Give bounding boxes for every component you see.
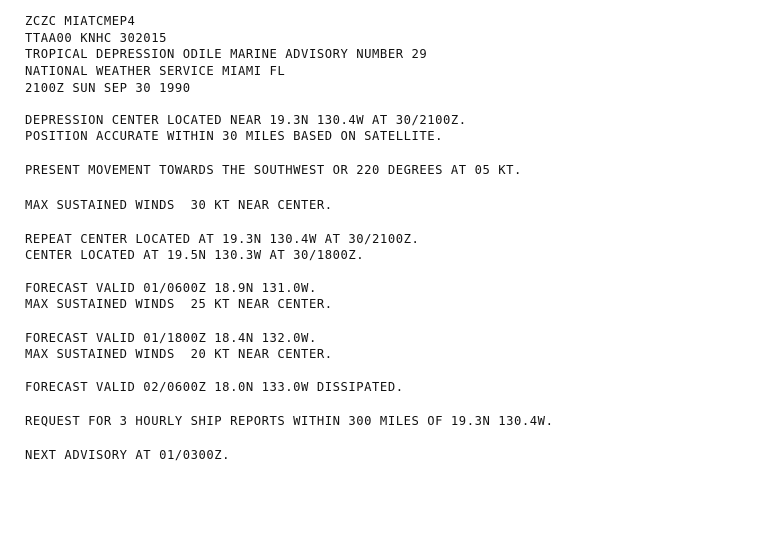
issuing-office: NATIONAL WEATHER SERVICE MIAMI FL — [25, 64, 286, 78]
issue-time: 2100Z SUN SEP 30 1990 — [25, 81, 191, 95]
advisory-title: TROPICAL DEPRESSION ODILE MARINE ADVISORY NUMBER 29 — [25, 47, 428, 61]
forecast-2-position: FORECAST VALID 01/1800Z 18.4N 132.0W. — [25, 331, 317, 345]
forecast-1-winds: MAX SUSTAINED WINDS 25 KT NEAR CENTER. — [25, 297, 333, 311]
repeat-center-line: REPEAT CENTER LOCATED AT 19.3N 130.4W AT 30/2100Z. — [25, 232, 420, 246]
header-line-ttaa: TTAA00 KNHC 302015 — [25, 31, 167, 45]
ship-report-request: REQUEST FOR 3 HOURLY SHIP REPORTS WITHIN 300 MILES OF 19.3N 130.4W. — [25, 414, 554, 428]
prior-center-line: CENTER LOCATED AT 19.5N 130.3W AT 30/1800Z. — [25, 248, 365, 262]
next-advisory-line: NEXT ADVISORY AT 01/0300Z. — [25, 448, 231, 462]
position-accuracy-line: POSITION ACCURATE WITHIN 30 MILES BASED ON SATELLITE. — [25, 129, 444, 143]
forecast-2-winds: MAX SUSTAINED WINDS 20 KT NEAR CENTER. — [25, 347, 333, 361]
present-movement-line: PRESENT MOVEMENT TOWARDS THE SOUTHWEST OR 220 DEGREES AT 05 KT. — [25, 163, 522, 177]
header-line-zczc: ZCZC MIATCMEP4 — [25, 14, 136, 28]
forecast-3-dissipated: FORECAST VALID 02/0600Z 18.0N 133.0W DISSIPATED. — [25, 380, 404, 394]
center-location-line: DEPRESSION CENTER LOCATED NEAR 19.3N 130.4W AT 30/2100Z. — [25, 113, 467, 127]
max-winds-line: MAX SUSTAINED WINDS 30 KT NEAR CENTER. — [25, 198, 333, 212]
forecast-1-position: FORECAST VALID 01/0600Z 18.9N 131.0W. — [25, 281, 317, 295]
